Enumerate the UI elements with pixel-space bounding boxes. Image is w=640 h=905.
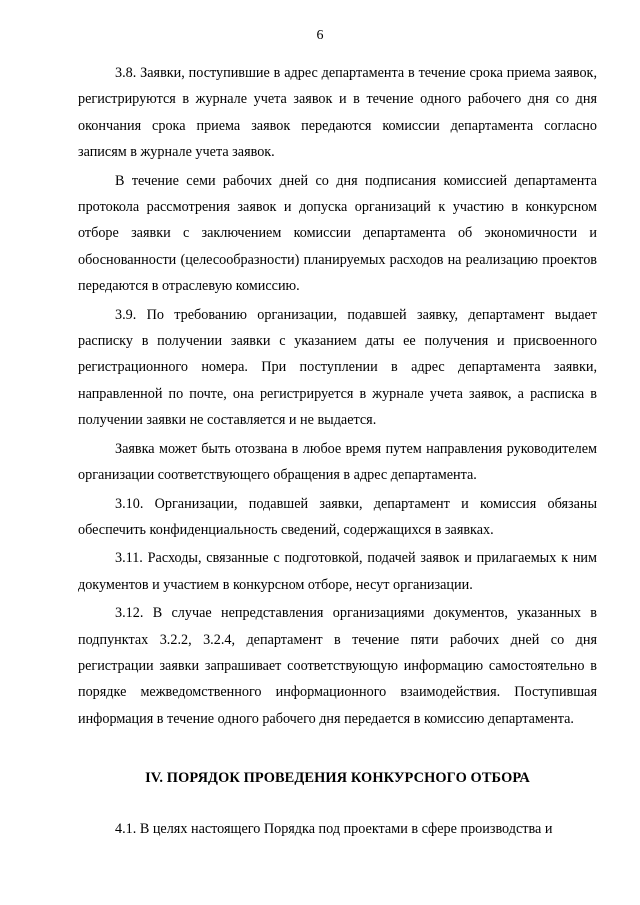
paragraph-3-9: 3.9. По требованию организации, подавшей заявку, департамент выдает расписку в получении заявки с указанием даты ее получения и присвоенного регистрационного номера. При поступлении в адрес департамента заявки, направленной по почте, она регистрируется в журнале учета заявок, а расписка в получении заявки не составляется и не выдается.: [78, 306, 597, 429]
paragraph-3-12: 3.12. В случае непредставления организациями документов, указанных в подпунктах 3.2.2, 3.2.4, департамент в течение пяти рабочих дней со дня регистрации заявки запрашивает соответствующую информацию самостоятельно в порядке межведомственного информационного взаимодействия. Поступившая информация в течение одного рабочего дня передается в комиссию департамента.: [78, 605, 597, 727]
document-body: [78, 60, 597, 842]
paragraph-3-8: 3.8. Заявки, поступившие в адрес департамента в течение срока приема заявок, регистрируются в журнале учета заявок и в течение одного рабочего дня со дня окончания срока приема заявок передаются комиссии департамента согласно записям в журнале учета заявок.: [78, 65, 597, 161]
paragraph-3-10: 3.10. Организации, подавшей заявки, департамент и комиссия обязаны обеспечить конфиденциальность сведений, содержащихся в заявках.: [78, 495, 597, 538]
paragraph-3-8-continued: В течение семи рабочих дней со дня подписания комиссией департамента протокола рассмотрения заявок и допуска организаций к участию в конкурсном отборе заявки с заключением комиссии департамента об экономичности и обоснованности (целесообразности) планируемых расходов на реализацию проектов передаются в отраслевую комиссию.: [78, 172, 597, 295]
paragraph-4-1: 4.1. В целях настоящего Порядка под проектами в сфере производства и: [115, 820, 553, 837]
paragraph-3-11: 3.11. Расходы, связанные с подготовкой, подачей заявок и прилагаемых к ним документов и участием в конкурсном отборе, несут организации.: [78, 550, 597, 593]
section-heading: IV. ПОРЯДОК ПРОВЕДЕНИЯ КОНКУРСНОГО ОТБОРА: [145, 770, 530, 787]
paragraph-3-9-withdrawal: Заявка может быть отозвана в любое время путем направления руководителем организации соответствующего обращения в адрес департамента.: [78, 440, 597, 484]
page-number: 6: [316, 28, 324, 43]
